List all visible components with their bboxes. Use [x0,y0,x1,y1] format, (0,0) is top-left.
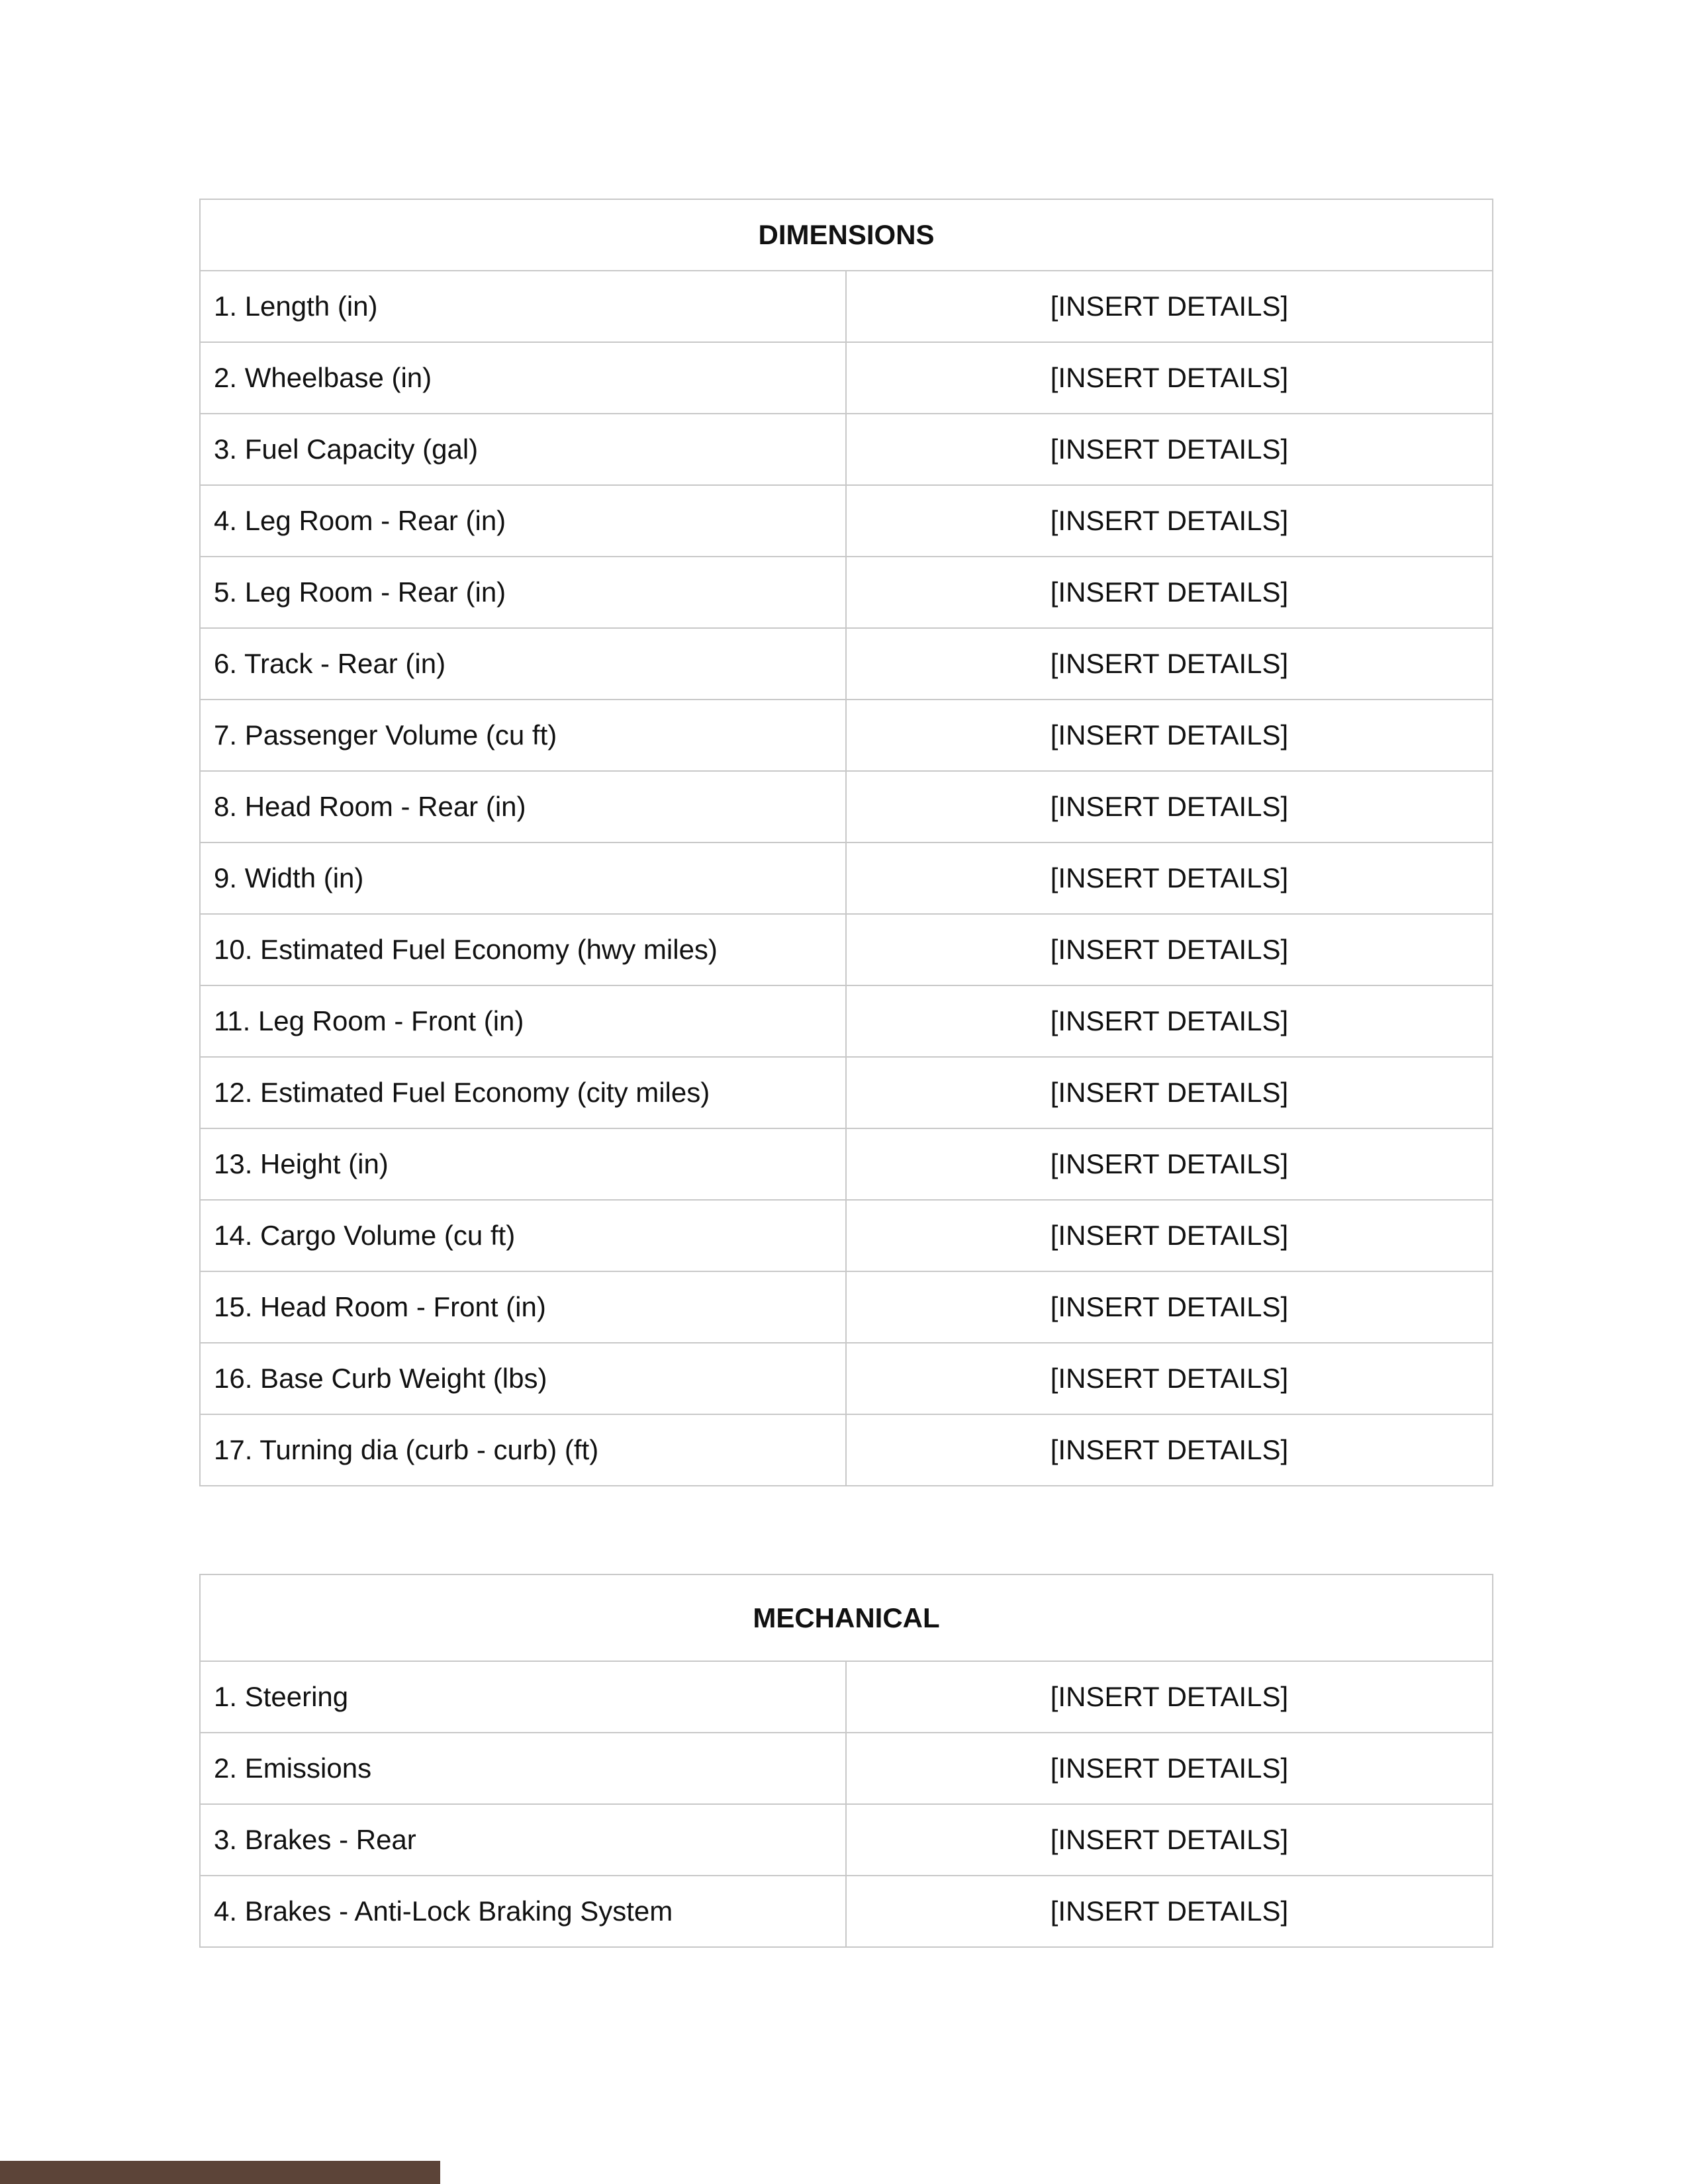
table-row [200,1128,1493,1200]
footer-accent-bar [0,2161,440,2184]
dimensions-table [199,199,1493,1486]
table-row [200,985,1493,1057]
table-row [200,414,1493,485]
mechanical-title: MECHANICAL [200,1574,1493,1661]
spec-value[interactable]: [INSERT DETAILS] [846,1057,1493,1128]
spec-value[interactable]: [INSERT DETAILS] [846,271,1493,342]
spec-label: 10. Estimated Fuel Economy (hwy miles) [200,914,846,985]
dimensions-title: DIMENSIONS [200,199,1493,271]
spec-label: 17. Turning dia (curb - curb) (ft) [200,1414,846,1486]
spec-value[interactable]: [INSERT DETAILS] [846,1804,1493,1876]
table-row [200,700,1493,771]
table-row [200,1804,1493,1876]
spec-label: 13. Height (in) [200,1128,846,1200]
spec-value[interactable]: [INSERT DETAILS] [846,628,1493,700]
spec-label: 4. Leg Room - Rear (in) [200,485,846,557]
spec-label: 8. Head Room - Rear (in) [200,771,846,842]
spec-value[interactable]: [INSERT DETAILS] [846,1661,1493,1733]
spec-label: 2. Wheelbase (in) [200,342,846,414]
spec-value[interactable]: [INSERT DETAILS] [846,342,1493,414]
spec-label: 3. Fuel Capacity (gal) [200,414,846,485]
spec-label: 2. Emissions [200,1733,846,1804]
spec-value[interactable]: [INSERT DETAILS] [846,557,1493,628]
spec-value[interactable]: [INSERT DETAILS] [846,842,1493,914]
table-row [200,557,1493,628]
table-row [200,1414,1493,1486]
spec-value[interactable]: [INSERT DETAILS] [846,1876,1493,1947]
spec-value[interactable]: [INSERT DETAILS] [846,1128,1493,1200]
table-row [200,628,1493,700]
spec-label: 7. Passenger Volume (cu ft) [200,700,846,771]
spec-value[interactable]: [INSERT DETAILS] [846,914,1493,985]
spec-label: 4. Brakes - Anti-Lock Braking System [200,1876,846,1947]
spec-value[interactable]: [INSERT DETAILS] [846,485,1493,557]
spec-value[interactable]: [INSERT DETAILS] [846,771,1493,842]
spec-value[interactable]: [INSERT DETAILS] [846,1271,1493,1343]
table-row [200,485,1493,557]
table-row [200,1661,1493,1733]
spec-value[interactable]: [INSERT DETAILS] [846,1414,1493,1486]
table-row [200,1876,1493,1947]
mechanical-table [199,1574,1493,1948]
spec-label: 16. Base Curb Weight (lbs) [200,1343,846,1414]
spec-label: 3. Brakes - Rear [200,1804,846,1876]
spec-value[interactable]: [INSERT DETAILS] [846,985,1493,1057]
table-row [200,771,1493,842]
spec-value[interactable]: [INSERT DETAILS] [846,1343,1493,1414]
spec-value[interactable]: [INSERT DETAILS] [846,700,1493,771]
spec-label: 11. Leg Room - Front (in) [200,985,846,1057]
table-row [200,1200,1493,1271]
spec-label: 9. Width (in) [200,842,846,914]
table-row [200,1271,1493,1343]
table-row [200,342,1493,414]
spec-label: 1. Steering [200,1661,846,1733]
table-row [200,1733,1493,1804]
table-row [200,842,1493,914]
spec-label: 15. Head Room - Front (in) [200,1271,846,1343]
mechanical-header-row [200,1574,1493,1661]
spec-label: 14. Cargo Volume (cu ft) [200,1200,846,1271]
spec-label: 12. Estimated Fuel Economy (city miles) [200,1057,846,1128]
spec-value[interactable]: [INSERT DETAILS] [846,414,1493,485]
table-row [200,1343,1493,1414]
table-row [200,1057,1493,1128]
spec-label: 1. Length (in) [200,271,846,342]
spec-value[interactable]: [INSERT DETAILS] [846,1200,1493,1271]
dimensions-header-row [200,199,1493,271]
spec-label: 5. Leg Room - Rear (in) [200,557,846,628]
table-row [200,914,1493,985]
spec-value[interactable]: [INSERT DETAILS] [846,1733,1493,1804]
spec-label: 6. Track - Rear (in) [200,628,846,700]
table-row [200,271,1493,342]
